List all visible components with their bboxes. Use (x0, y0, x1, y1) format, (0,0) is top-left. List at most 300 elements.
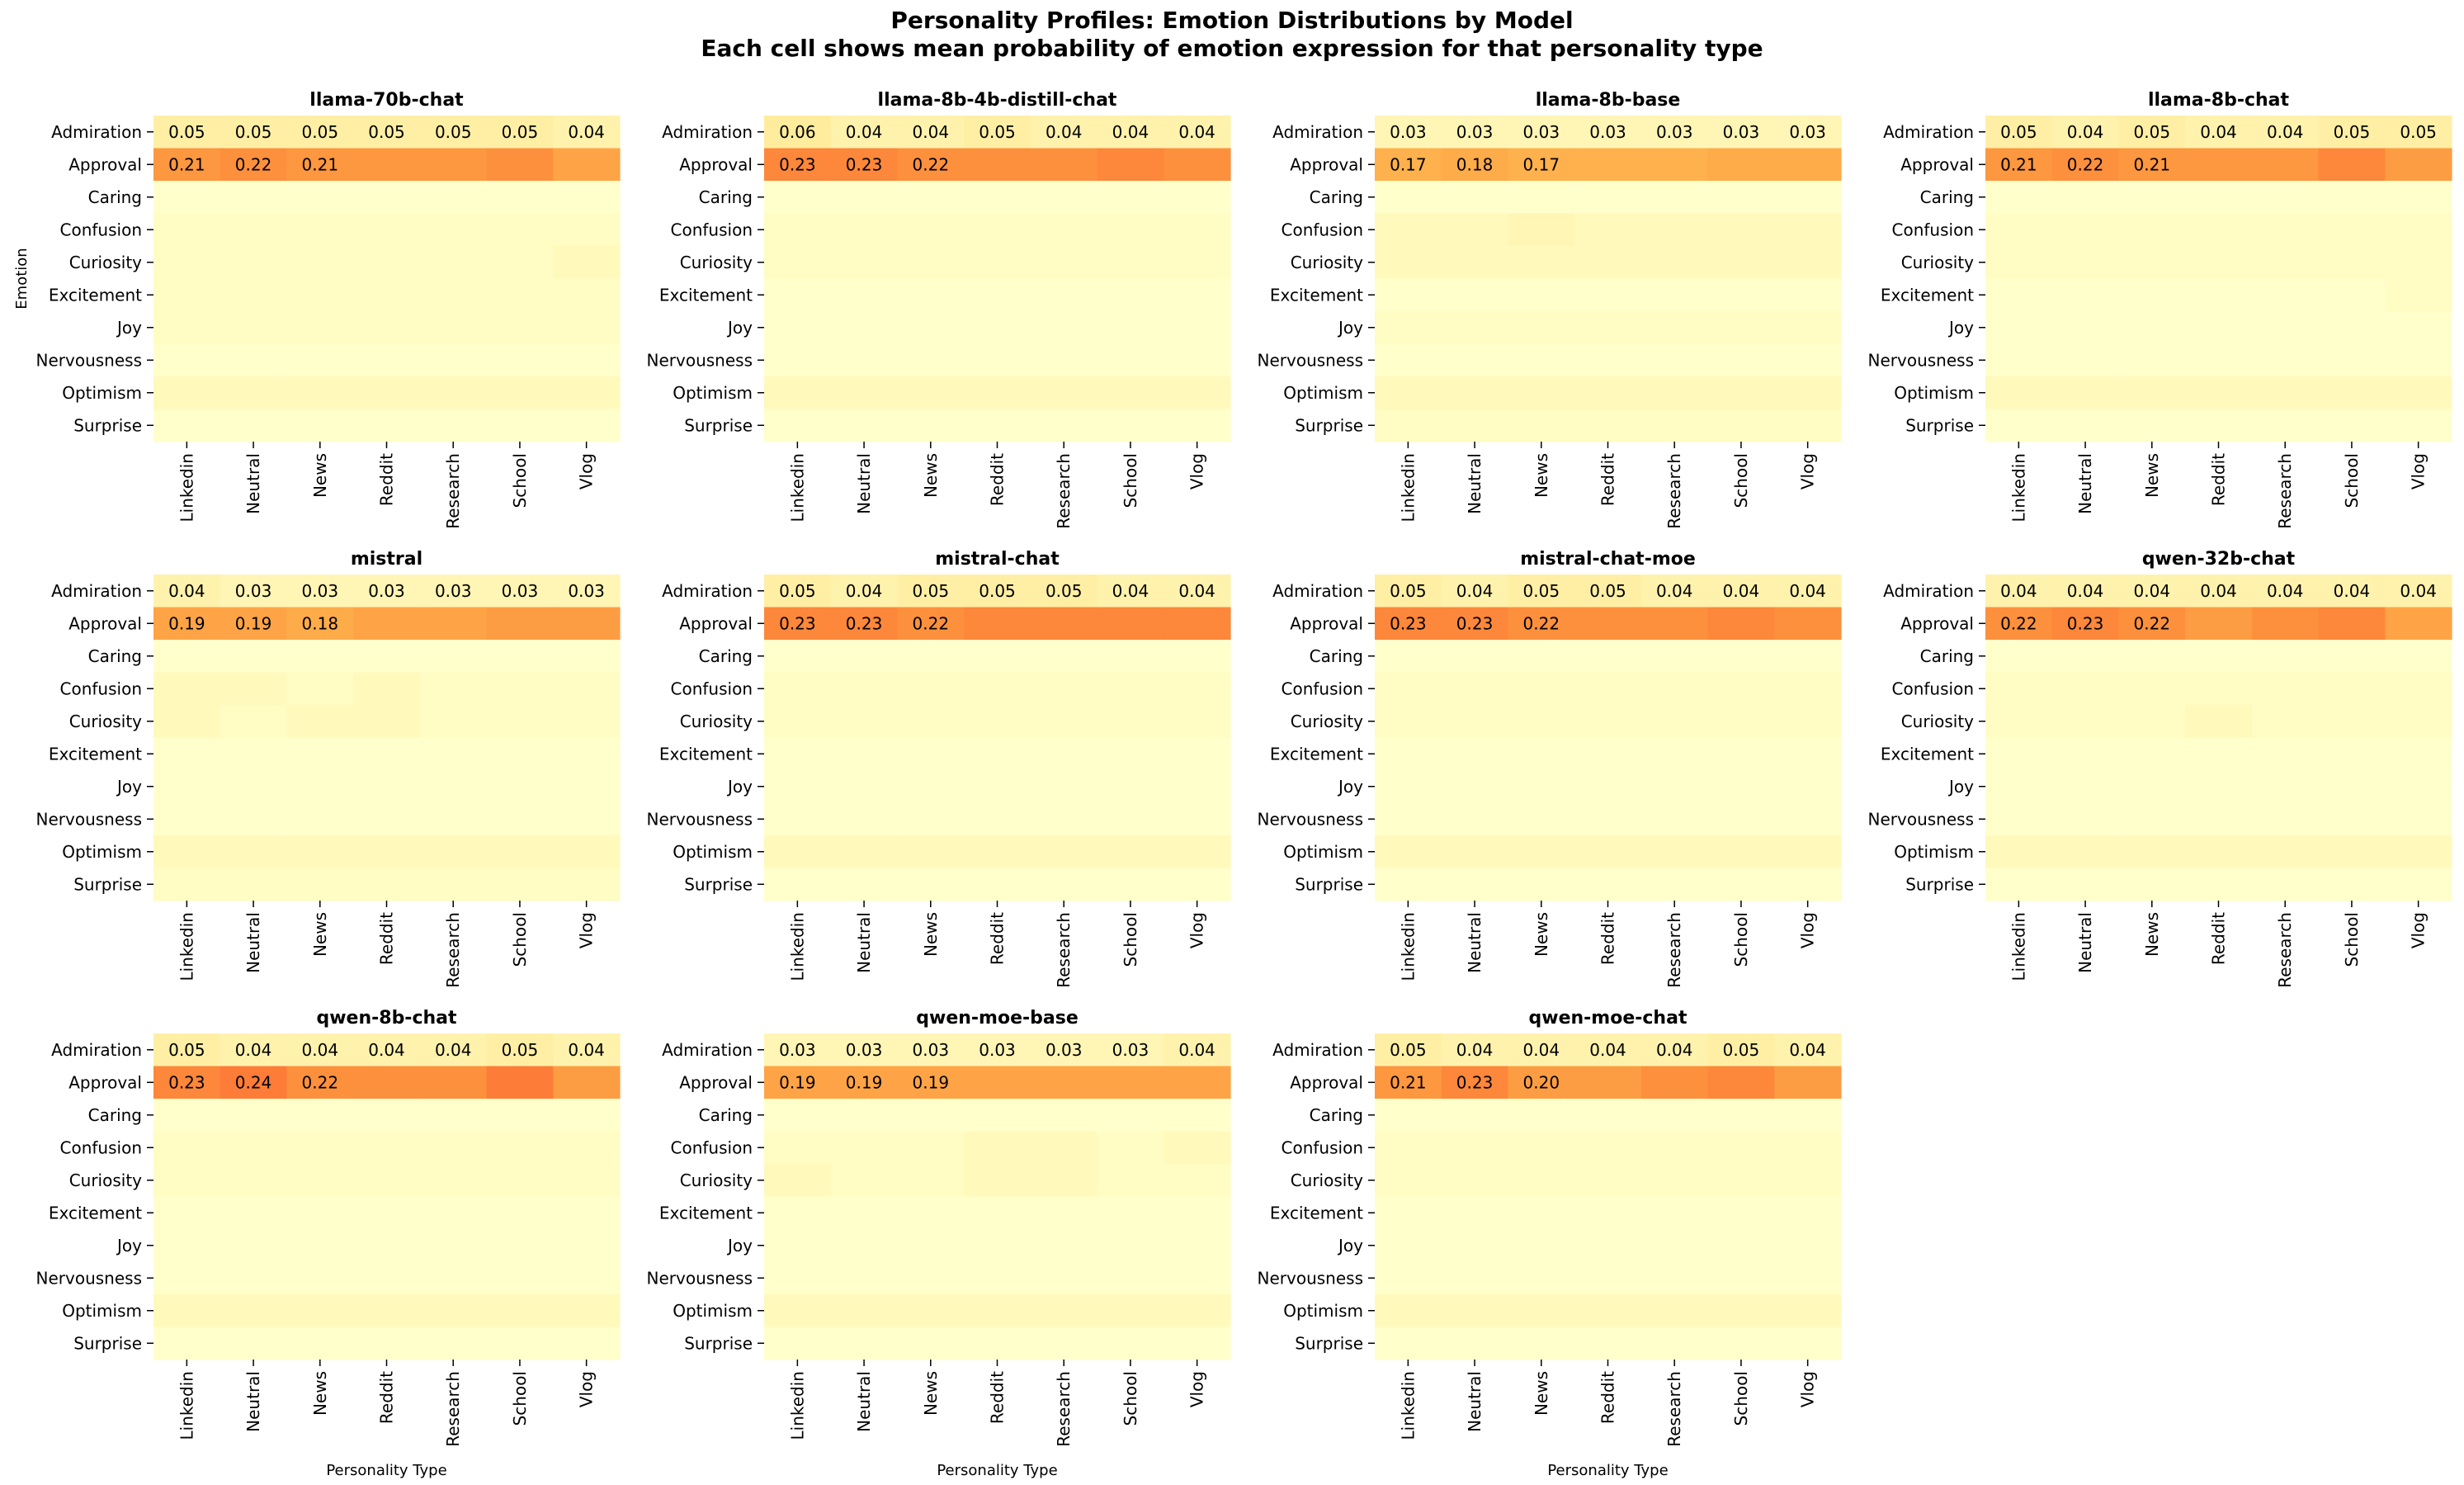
heatmap-cell (1031, 149, 1097, 182)
heatmap-cell (764, 673, 831, 706)
x-tick-label: Neutral (2075, 453, 2096, 514)
y-tick-label: Caring (1919, 187, 1974, 207)
y-tick-label: Caring (698, 1104, 753, 1125)
heatmap-cell (1508, 1197, 1574, 1230)
heatmap-cell (1574, 246, 1641, 279)
heatmap-cell (1574, 1132, 1641, 1165)
x-tick-label: Research (2275, 453, 2296, 529)
y-tick-label: Surprise (1295, 874, 1363, 895)
y-tick-label: Nervousness (1257, 809, 1363, 830)
y-tick-label: Joy (1949, 317, 1974, 338)
heatmap-cell (487, 673, 554, 706)
heatmap-cell (1774, 770, 1841, 803)
heatmap-cell (353, 246, 420, 279)
x-tick-label: Research (443, 453, 464, 529)
heatmap-cell (1442, 738, 1508, 771)
y-tick-label: Optimism (673, 841, 753, 862)
heatmap-cell (1375, 640, 1442, 673)
x-tick-label: Neutral (1465, 1371, 1485, 1432)
heatmap-cell (553, 1294, 620, 1327)
y-tick-label: Joy (117, 776, 142, 797)
heatmap-cell (1442, 1099, 1508, 1132)
heatmap-cell (1097, 803, 1164, 836)
x-tick-label: Linkedin (787, 912, 808, 981)
y-tick-label: Curiosity (1290, 252, 1363, 272)
heatmap-cell (2252, 311, 2319, 344)
panel-title: qwen-32b-chat (2141, 549, 2296, 570)
heatmap-cell (2118, 279, 2185, 312)
heatmap-cell (420, 279, 487, 312)
x-tick-label: Neutral (2075, 912, 2096, 973)
heatmap-cell (2185, 770, 2252, 803)
heatmap-cell (2052, 673, 2119, 706)
cell-label: 0.03 (779, 1039, 816, 1060)
heatmap-cell (2118, 311, 2185, 344)
heatmap-cell (353, 1327, 420, 1360)
panel-title: qwen-moe-chat (1528, 1008, 1688, 1029)
heatmap-cell (487, 1066, 554, 1100)
heatmap-cell (897, 738, 964, 771)
y-tick-label: Caring (87, 1104, 142, 1125)
x-tick-label: School (2341, 912, 2362, 967)
heatmap-cell (1708, 1327, 1775, 1360)
cell-label: 0.06 (779, 121, 816, 142)
heatmap-cell (1508, 1262, 1574, 1295)
heatmap-cell (553, 1132, 620, 1165)
heatmap-cell (353, 376, 420, 409)
heatmap-cell (1375, 835, 1442, 868)
heatmap-cell (353, 868, 420, 901)
heatmap-cell (1985, 344, 2052, 377)
cell-label: 0.05 (1589, 580, 1626, 601)
heatmap-cell (1164, 770, 1230, 803)
cell-label: 0.23 (779, 613, 816, 634)
cell-label: 0.21 (301, 154, 339, 175)
x-tick-label: Research (2275, 912, 2296, 988)
heatmap-cell (1574, 803, 1641, 836)
heatmap-cell (2319, 181, 2386, 214)
heatmap-cell (2319, 409, 2386, 442)
heatmap-cell (764, 1099, 831, 1132)
x-tick-label: Vlog (1187, 453, 1207, 490)
heatmap-cell (487, 246, 554, 279)
cell-label: 0.05 (434, 121, 472, 142)
cell-label: 0.20 (1522, 1072, 1560, 1093)
heatmap-cell (2385, 214, 2452, 247)
heatmap-cell (897, 1262, 964, 1295)
heatmap-cell (487, 344, 554, 377)
heatmap-cell (1641, 1229, 1708, 1262)
cell-label: 0.04 (1789, 1039, 1826, 1060)
heatmap-cell (553, 376, 620, 409)
heatmap-cell (2385, 608, 2452, 641)
cell-label: 0.04 (1178, 580, 1215, 601)
y-tick-label: Joy (728, 776, 753, 797)
heatmap-cell (153, 214, 220, 247)
heatmap-cell (1708, 738, 1775, 771)
heatmap-cell (1985, 181, 2052, 214)
heatmap-cell (553, 214, 620, 247)
heatmap-cell (1097, 1197, 1164, 1230)
cell-label: 0.04 (1112, 580, 1149, 601)
heatmap-cell (2052, 803, 2119, 836)
x-tick-label: Research (1054, 1371, 1074, 1447)
heatmap-cell (1985, 868, 2052, 901)
heatmap-cell (1774, 1229, 1841, 1262)
y-tick-label: Confusion (1281, 220, 1363, 240)
heatmap-cell (1641, 835, 1708, 868)
heatmap-cell (2385, 376, 2452, 409)
heatmap-cell (1164, 803, 1230, 836)
heatmap-cell (2185, 214, 2252, 247)
y-tick-label: Admiration (1883, 121, 1974, 142)
heatmap-cell (353, 770, 420, 803)
heatmap-cell (1031, 868, 1097, 901)
heatmap-cell (353, 1294, 420, 1327)
heatmap-cell (1097, 1164, 1164, 1197)
heatmap-cell (831, 1294, 898, 1327)
heatmap-cell (2252, 770, 2319, 803)
heatmap-cell (2252, 705, 2319, 738)
heatmap-cell (2319, 673, 2386, 706)
heatmap-cell (1574, 311, 1641, 344)
y-tick-label: Admiration (662, 121, 753, 142)
x-tick-label: Linkedin (2008, 453, 2029, 523)
heatmap-cell (964, 1197, 1031, 1230)
cell-label: 0.03 (1722, 121, 1760, 142)
heatmap-cell (1375, 311, 1442, 344)
y-tick-label: Approval (68, 1072, 142, 1093)
heatmap-cell (897, 181, 964, 214)
heatmap-cell (487, 279, 554, 312)
heatmap-cell (764, 640, 831, 673)
cell-label: 0.05 (301, 121, 339, 142)
heatmap-cell (487, 409, 554, 442)
heatmap-cell (1164, 1066, 1230, 1100)
heatmap-cell (1375, 181, 1442, 214)
heatmap-cell (2319, 246, 2386, 279)
heatmap-cell (1774, 311, 1841, 344)
heatmap-cell (220, 376, 287, 409)
x-tick-label: Research (1664, 912, 1685, 988)
heatmap-cell (964, 770, 1031, 803)
heatmap-cell (553, 344, 620, 377)
y-tick-label: Surprise (73, 1333, 142, 1354)
cell-label: 0.03 (368, 580, 405, 601)
cell-label: 0.04 (912, 121, 950, 142)
heatmap-cell (897, 640, 964, 673)
heatmap-cell (1097, 214, 1164, 247)
cell-label: 0.04 (2333, 580, 2371, 601)
y-tick-label: Confusion (1891, 220, 1974, 240)
heatmap-cell (1097, 149, 1164, 182)
heatmap-cell (1164, 1262, 1230, 1295)
heatmap-cell (286, 246, 353, 279)
heatmap-cell (553, 640, 620, 673)
heatmap-cell (1442, 705, 1508, 738)
cell-label: 0.22 (2066, 154, 2104, 175)
panel-title: qwen-8b-chat (316, 1008, 457, 1029)
cell-label: 0.05 (2333, 121, 2371, 142)
heatmap-cell (553, 279, 620, 312)
heatmap-cell (420, 1132, 487, 1165)
heatmap-cell (1508, 1132, 1574, 1165)
y-tick-label: Nervousness (646, 809, 753, 830)
heatmap-cell (2118, 409, 2185, 442)
heatmap-cell (220, 246, 287, 279)
heatmap-cell (420, 1327, 487, 1360)
heatmap-cell (1031, 1099, 1097, 1132)
heatmap-cell (831, 279, 898, 312)
heatmap-cell (1774, 279, 1841, 312)
heatmap-cell (153, 738, 220, 771)
heatmap-cell (1708, 1099, 1775, 1132)
heatmap-cell (1097, 640, 1164, 673)
heatmap-cell (1442, 246, 1508, 279)
heatmap-cell (1031, 803, 1097, 836)
heatmap-cell (897, 279, 964, 312)
cell-label: 0.22 (301, 1072, 339, 1093)
heatmap-cell (153, 409, 220, 442)
heatmap-cell (420, 608, 487, 641)
heatmap-cell (1641, 376, 1708, 409)
heatmap-cell (1708, 344, 1775, 377)
heatmap-cell (153, 181, 220, 214)
heatmap-cell (1774, 181, 1841, 214)
x-tick-label: Linkedin (787, 1371, 808, 1440)
heatmap-cell (1097, 181, 1164, 214)
heatmap-cell (964, 868, 1031, 901)
heatmap-cell (1574, 1229, 1641, 1262)
y-tick-label: Caring (87, 646, 142, 666)
cell-label: 0.05 (979, 580, 1016, 601)
x-tick-label: News (309, 1371, 330, 1416)
heatmap-cell (220, 835, 287, 868)
heatmap-cell (1442, 409, 1508, 442)
heatmap-cell (1442, 376, 1508, 409)
heatmap-cell (2118, 705, 2185, 738)
heatmap-cell (1031, 1294, 1097, 1327)
heatmap-cell (2052, 181, 2119, 214)
heatmap-cell (1375, 376, 1442, 409)
heatmap-cell (764, 1132, 831, 1165)
y-tick-label: Curiosity (679, 1170, 753, 1190)
heatmap-cell (1097, 311, 1164, 344)
cell-label: 0.03 (501, 580, 539, 601)
heatmap-cell (1774, 738, 1841, 771)
heatmap-cell (1375, 673, 1442, 706)
heatmap-cell (286, 835, 353, 868)
heatmap-cell (286, 1294, 353, 1327)
heatmap-cell (2052, 214, 2119, 247)
heatmap-cell (1774, 1294, 1841, 1327)
heatmap-cell (420, 1099, 487, 1132)
x-tick-label: School (509, 1371, 530, 1426)
heatmap-cell (1641, 344, 1708, 377)
heatmap-cell (1641, 149, 1708, 182)
heatmap-cell (2052, 409, 2119, 442)
heatmap-cell (831, 868, 898, 901)
heatmap-cell (831, 214, 898, 247)
x-tick-label: School (1730, 1371, 1751, 1426)
heatmap-cell (1574, 738, 1641, 771)
heatmap-cell (1097, 1327, 1164, 1360)
heatmap-cell (553, 608, 620, 641)
y-tick-label: Joy (1338, 317, 1363, 338)
heatmap-cell (1442, 640, 1508, 673)
heatmap-cell (764, 1294, 831, 1327)
heatmap-cell (2185, 279, 2252, 312)
y-tick-label: Nervousness (646, 1268, 753, 1289)
heatmap-cell (1375, 1327, 1442, 1360)
heatmap-cell (1985, 311, 2052, 344)
y-tick-label: Excitement (658, 744, 753, 764)
heatmap-cell (220, 640, 287, 673)
cell-label: 0.05 (501, 1039, 539, 1060)
x-tick-label: Vlog (1797, 453, 1818, 490)
cell-label: 0.05 (1390, 1039, 1427, 1060)
heatmap-cell (153, 803, 220, 836)
x-tick-label: News (309, 453, 330, 499)
heatmap-cell (897, 1197, 964, 1230)
heatmap-cell (153, 705, 220, 738)
heatmap-cell (964, 1099, 1031, 1132)
heatmap-cell (353, 640, 420, 673)
heatmap-cell (1641, 673, 1708, 706)
heatmap-cell (153, 1262, 220, 1295)
x-tick-label: School (1120, 912, 1140, 967)
heatmap-cell (487, 868, 554, 901)
heatmap-cell (1774, 1262, 1841, 1295)
heatmap-cell (2118, 214, 2185, 247)
x-tick-label: Linkedin (2008, 912, 2029, 981)
x-tick-label: Vlog (1187, 912, 1207, 949)
heatmap-cell (1031, 640, 1097, 673)
heatmap-cell (2252, 279, 2319, 312)
heatmap-cell (1031, 1262, 1097, 1295)
heatmap-cell (1375, 1229, 1442, 1262)
heatmap-cell (1985, 770, 2052, 803)
heatmap-cell (1097, 1132, 1164, 1165)
cell-label: 0.04 (2066, 580, 2104, 601)
heatmap-cell (1985, 835, 2052, 868)
heatmap-cell (831, 181, 898, 214)
x-axis-label: Personality Type (1547, 1462, 1669, 1479)
y-tick-label: Excitement (1880, 744, 1974, 764)
cell-label: 0.03 (1456, 121, 1494, 142)
heatmap-cell (964, 803, 1031, 836)
heatmap-cell (1774, 344, 1841, 377)
y-tick-label: Caring (87, 187, 142, 207)
heatmap-cell (1641, 640, 1708, 673)
heatmap-cell (1097, 868, 1164, 901)
heatmap-cell (1375, 344, 1442, 377)
heatmap-cell (286, 770, 353, 803)
heatmap-cell (831, 1099, 898, 1132)
heatmap-mistral (36, 549, 621, 988)
cell-label: 0.23 (2066, 613, 2104, 634)
y-tick-label: Admiration (51, 1039, 142, 1060)
heatmap-cell (1641, 608, 1708, 641)
x-tick-label: Vlog (2408, 912, 2429, 949)
heatmap-cell (2118, 376, 2185, 409)
heatmap-cell (897, 1132, 964, 1165)
heatmap-cell (1031, 705, 1097, 738)
cell-label: 0.04 (301, 1039, 339, 1060)
heatmap-cell (1574, 279, 1641, 312)
heatmap-cell (897, 1294, 964, 1327)
y-tick-label: Nervousness (35, 809, 142, 830)
heatmap-cell (897, 770, 964, 803)
y-tick-label: Curiosity (1290, 711, 1363, 731)
heatmap-cell (2319, 344, 2386, 377)
cell-label: 0.04 (845, 580, 883, 601)
y-tick-label: Joy (117, 1235, 142, 1256)
heatmap-cell (2252, 803, 2319, 836)
heatmap-cell (2385, 738, 2452, 771)
heatmap-cell (220, 409, 287, 442)
x-tick-label: Neutral (1465, 912, 1485, 973)
heatmap-cell (153, 640, 220, 673)
heatmap-cell (831, 640, 898, 673)
heatmap-cell (964, 344, 1031, 377)
heatmap-cell (153, 1099, 220, 1132)
y-tick-label: Excitement (658, 1203, 753, 1223)
heatmap-cell (1641, 1294, 1708, 1327)
heatmap-cell (964, 1262, 1031, 1295)
heatmap-cell (1097, 1099, 1164, 1132)
cell-label: 0.22 (1522, 613, 1560, 634)
cell-label: 0.04 (2200, 580, 2237, 601)
heatmap-cell (2118, 835, 2185, 868)
panel-title: mistral-chat (935, 549, 1060, 570)
heatmap-cell (286, 214, 353, 247)
cell-label: 0.04 (1456, 1039, 1494, 1060)
heatmap-cell (2385, 246, 2452, 279)
y-tick-label: Approval (679, 1072, 753, 1093)
cell-label: 0.04 (2266, 580, 2304, 601)
heatmap-cell (897, 868, 964, 901)
heatmap-cell (220, 279, 287, 312)
y-tick-label: Approval (679, 154, 753, 175)
heatmap-cell (153, 1164, 220, 1197)
heatmap-cell (1774, 1197, 1841, 1230)
heatmap-cell (1641, 311, 1708, 344)
cell-label: 0.21 (2000, 154, 2037, 175)
heatmap-cell (353, 1066, 420, 1100)
x-tick-label: Neutral (854, 453, 875, 514)
heatmap-cell (1442, 279, 1508, 312)
heatmap-cell (1375, 279, 1442, 312)
x-tick-label: Neutral (1465, 453, 1485, 514)
heatmap-cell (153, 868, 220, 901)
y-tick-label: Confusion (670, 220, 753, 240)
cell-label: 0.19 (234, 613, 272, 634)
cell-label: 0.04 (1722, 580, 1760, 601)
heatmap-cell (1985, 640, 2052, 673)
y-tick-label: Nervousness (1257, 350, 1363, 371)
heatmap-cell (220, 1164, 287, 1197)
heatmap-cell (1442, 344, 1508, 377)
heatmap-cell (2319, 279, 2386, 312)
heatmap-cell (2319, 738, 2386, 771)
cell-label: 0.04 (2066, 121, 2104, 142)
heatmap-cell (2185, 803, 2252, 836)
y-tick-label: Surprise (73, 874, 142, 895)
heatmap-cell (2185, 868, 2252, 901)
heatmap-cell (353, 1197, 420, 1230)
cell-label: 0.03 (912, 1039, 950, 1060)
